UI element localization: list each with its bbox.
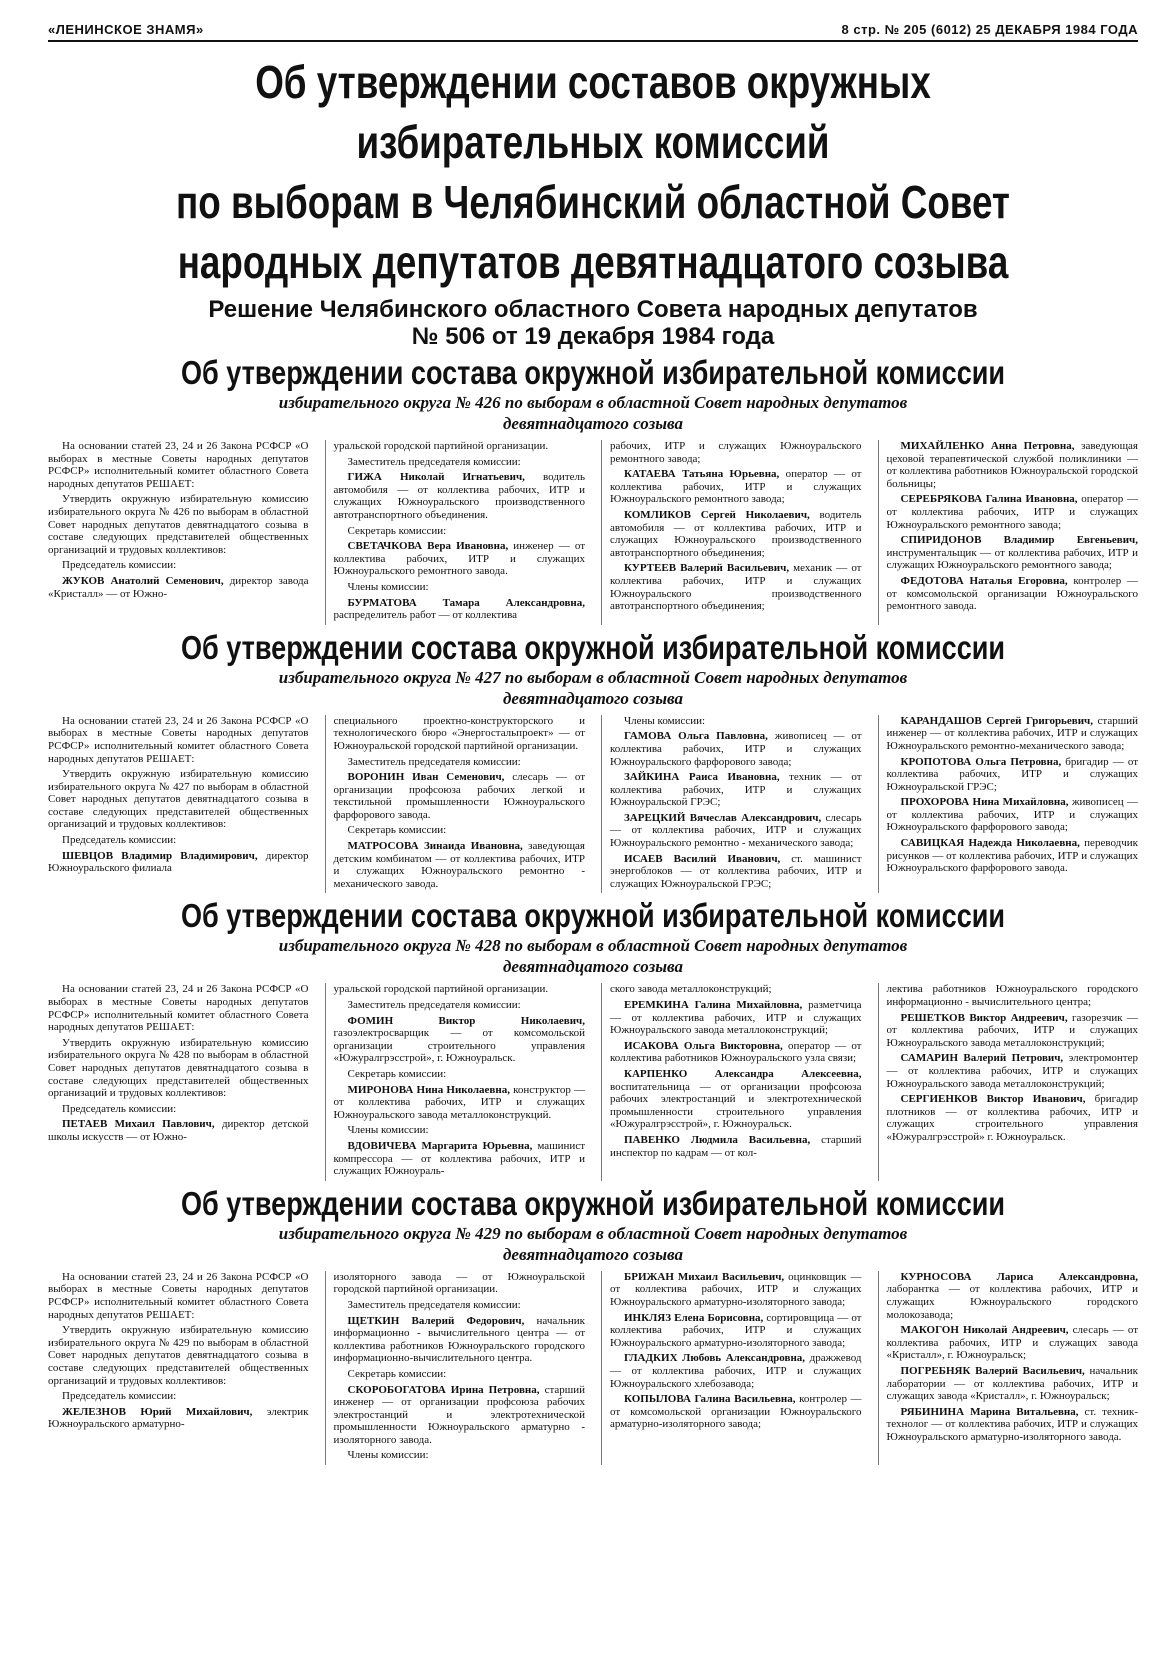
member-desc: начальник информационно - вычислительного центра — от коллектива работников Южноуральского городского информационно-вычислительного центра.: [333, 1314, 586, 1365]
member-desc: ст. машинист энергоблоков — от коллектива рабочих, ИТР и служащих Южноуральской ГРЭС;: [610, 852, 862, 890]
column-4: [878, 983, 1139, 1180]
continued-text: ского завода металлоконструкций;: [610, 983, 772, 996]
member-name: ЗАРЕЦКИЙ Вячеслав Александрович,: [624, 811, 822, 824]
role-label: Председатель комиссии:: [62, 1390, 177, 1403]
member-desc: слесарь — от коллектива рабочих, ИТР и служащих завода «Кристалл», г. Южноуральск;: [886, 1324, 1138, 1362]
member-name: ГЛАДКИХ Любовь Александровна,: [624, 1352, 806, 1365]
member-name: ПАВЕНКО Людмила Васильевна,: [624, 1133, 811, 1146]
main-headline-line1: Об утверждении составов окружных избирательных комиссий: [255, 56, 931, 168]
role-label: Председатель комиссии:: [62, 1102, 177, 1115]
member-desc: директор Южноуральского филиала: [48, 849, 309, 875]
member-name: МАКОГОН Николай Андреевич,: [900, 1324, 1069, 1337]
decision-line2: № 506 от 19 декабря 1984 года: [411, 323, 775, 350]
role-label: Заместитель председателя комиссии:: [347, 755, 521, 768]
member-desc: инструментальщик — от коллектива рабочих, ИТР и служащих Южноуральского ремонтного завода;: [886, 546, 1138, 572]
member-name: МИХАЙЛЕНКО Анна Петровна,: [900, 440, 1075, 452]
section-columns: [48, 983, 1138, 1180]
member-desc: оцинковщик — от коллектива рабочих, ИТР и служащих Южноуральского арматурно-изоляторного завода;: [610, 1270, 862, 1308]
member-name: ЩЕТКИН Валерий Федорович,: [347, 1314, 525, 1327]
member-desc: машинист компрессора — от коллектива рабочих, ИТР и служащих Южноураль-: [333, 1139, 586, 1178]
continued-text: лектива работников Южноуральского городского информационно - вычислительного центра;: [886, 983, 1138, 1009]
section-district-426: [48, 354, 1138, 625]
member-name: МИРОНОВА Нина Николаевна,: [347, 1083, 510, 1096]
continued-text: рабочих, ИТР и служащих Южноуральского ремонтного завода;: [610, 440, 862, 465]
member-name: ПОГРЕБНЯК Валерий Васильевич,: [900, 1364, 1085, 1377]
column-4: [878, 440, 1139, 625]
member-desc: живописец — от коллектива рабочих, ИТР и служащих Южноуральского фарфорового завода;: [610, 730, 862, 768]
member-name: ФЕДОТОВА Наталья Егоровна,: [900, 574, 1068, 587]
column-1: [48, 440, 309, 625]
member-name: ИСАЕВ Василий Иванович,: [624, 852, 781, 865]
column-3: [601, 1271, 862, 1465]
decision-heading: [48, 296, 1138, 350]
continued-text: уральской городской партийной организации.: [333, 440, 549, 452]
resolution: Утвердить окружную избирательную комиссию избирательного округа № 428 по выборам в областной Совет народных депутатов девятнадцатого созыва в составе следующих представителей общественных организаций и трудовых коллективов:: [48, 1036, 309, 1100]
section-subtitle-line2: девятнадцатого созыва: [503, 414, 683, 433]
section-subtitle-line1: избирательного округа № 427 по выборам в областной Совет народных депутатов: [278, 667, 908, 687]
member-name: ГИЖА Николай Игнатьевич,: [347, 471, 525, 484]
column-2: [325, 440, 586, 625]
member-desc: слесарь — от коллектива рабочих, ИТР и служащих Южноуральского ремонтно - механического завода;: [610, 811, 862, 850]
member-desc: старший инспектор по кадрам — от кол-: [610, 1133, 862, 1159]
section-columns: [48, 1271, 1138, 1465]
role-label: Члены комиссии:: [347, 1449, 429, 1462]
member-name: СКОРОБОГАТОВА Ирина Петровна,: [347, 1383, 540, 1396]
preamble: На основании статей 23, 24 и 26 Закона РСФСР «О выборах в местные Советы народных депутатов РСФСР» исполнительный комитет областного Совета народных депутатов РЕШАЕТ:: [48, 983, 309, 1034]
column-1: [48, 715, 309, 894]
continued-text: уральской городской партийной организации.: [333, 983, 549, 996]
member-name: ПЕТАЕВ Михаил Павлович,: [62, 1118, 215, 1131]
preamble: На основании статей 23, 24 и 26 Закона РСФСР «О выборах в местные Советы народных депутатов РСФСР» исполнительный комитет областного Совета народных депутатов РЕШАЕТ:: [48, 714, 309, 765]
section-title: Об утверждении состава окружной избирательной комиссии: [180, 628, 1006, 666]
resolution: Утвердить окружную избирательную комиссию избирательного округа № 426 по выборам в областной Совет народных депутатов девятнадцатого созыва в составе следующих представителей общественных организаций и трудовых коллективов:: [48, 493, 309, 556]
member-desc: разметчица — от коллектива рабочих, ИТР и служащих Южноуральского завода металлоконструкций;: [610, 999, 862, 1037]
member-desc: техник — от коллектива рабочих, ИТР и служащих Южноуральской ГРЭС;: [610, 771, 862, 809]
member-desc: воспитательница — от организации профсоюза рабочих электростанций и электротехнической промышленности строительного управления «Южуралгрэсстрой», г. Южноуральск.: [610, 1080, 862, 1131]
member-desc: старший инженер — от коллектива рабочих, ИТР и служащих Южноуральского ремонтно-механического завода;: [886, 714, 1138, 752]
section-title: Об утверждении состава окружной избирательной комиссии: [180, 897, 1006, 935]
member-name: РЕШЕТКОВ Виктор Андреевич,: [900, 1011, 1068, 1024]
member-name: РЯБИНИНА Марина Витальевна,: [900, 1405, 1079, 1418]
member-desc: лаборантка — от коллектива рабочих, ИТР и служащих Южноуральского городского молокозавода;: [886, 1283, 1138, 1321]
member-desc: бригадир — от коллектива рабочих, ИТР и служащих Южноуральской ГРЭС;: [886, 755, 1138, 793]
section-subtitle-line2: девятнадцатого созыва: [503, 688, 683, 708]
member-desc: электрик Южноуральского арматурно-: [48, 1405, 309, 1431]
continued-text: изоляторного завода — от Южноуральской городской партийной организации.: [333, 1270, 585, 1296]
role-label: Заместитель председателя комиссии:: [347, 1298, 521, 1311]
member-name: БУРМАТОВА Тамара Александровна,: [347, 596, 585, 609]
column-2: [325, 983, 586, 1180]
role-label: Члены комиссии:: [624, 714, 706, 727]
section-district-428: [48, 897, 1138, 1180]
column-3: [601, 440, 862, 625]
member-desc: оператор — от коллектива рабочих, ИТР и служащих Южноуральского ремонтного завода;: [886, 493, 1139, 531]
section-subtitle-line2: девятнадцатого созыва: [503, 957, 683, 977]
member-desc: конструктор — от коллектива рабочих, ИТР и служащих Южноуральского завода металлоконструкций.: [333, 1083, 586, 1121]
member-name: КУРНОСОВА Лариса Александровна,: [900, 1270, 1138, 1283]
column-4: [878, 715, 1139, 894]
member-desc: старший инженер — от организации профсоюза рабочих электростанций и электротехнической промышленности Южноуральского арматурно - изоляторного завода.: [333, 1383, 586, 1446]
section-columns: [48, 715, 1138, 894]
section-subtitle-line2: девятнадцатого созыва: [503, 1244, 683, 1264]
member-name: КОМЛИКОВ Сергей Николаевич,: [624, 508, 810, 521]
main-headline-line2: по выборам в Челябинский областной Совет: [176, 176, 1010, 228]
member-desc: водитель автомобиля — от коллектива рабочих, ИТР и служащих Южноуральского производственного автотранспортного объединения.: [333, 471, 586, 521]
main-headline: [157, 52, 1029, 292]
column-4: [878, 1271, 1139, 1465]
member-desc: дражжевод — от коллектива рабочих, ИТР и служащих Южноуральского хлебозавода;: [610, 1352, 862, 1390]
section-subtitle-line1: избирательного округа № 426 по выборам в областной Совет народных депутатов: [278, 393, 908, 412]
member-desc: контролер — от комсомольской организации Южноуральского арматурно-изоляторного завода;: [610, 1393, 862, 1431]
member-desc: переводчик рисунков — от коллектива рабочих, ИТР и служащих Южноуральского фарфорового завода.: [886, 837, 1138, 875]
member-desc: оператор — от коллектива работников Южноуральского узла связи;: [610, 1039, 862, 1065]
main-headline-line3: народных депутатов девятнадцатого созыва: [177, 236, 1009, 288]
member-name: СЕРЕБРЯКОВА Галина Ивановна,: [900, 493, 1078, 506]
role-label: Секретарь комиссии:: [347, 524, 447, 537]
role-label: Секретарь комиссии:: [347, 1367, 447, 1380]
section-title: Об утверждении состава окружной избирательной комиссии: [180, 354, 1006, 391]
member-desc: ст. техник-технолог — от коллектива рабочих, ИТР и служащих Южноуральского арматурно-изоляторного завода.: [886, 1405, 1138, 1443]
column-2: [325, 1271, 586, 1465]
member-desc: оператор — от коллектива рабочих, ИТР и служащих Южноуральского ремонтного завода;: [610, 468, 862, 506]
column-2: [325, 715, 586, 894]
role-label: Председатель комиссии:: [62, 559, 177, 572]
member-name: СЕРГИЕНКОВ Виктор Иванович,: [900, 1093, 1086, 1106]
column-1: [48, 983, 309, 1180]
member-desc: контролер — от комсомольской организации Южноуральского ремонтного завода.: [886, 574, 1138, 613]
section-title: Об утверждении состава окружной избирательной комиссии: [180, 1184, 1006, 1222]
member-name: ЖЕЛЕЗНОВ Юрий Михайлович,: [62, 1405, 253, 1418]
member-name: БРИЖАН Михаил Васильевич,: [624, 1270, 785, 1283]
member-name: ВДОВИЧЕВА Маргарита Юрьевна,: [347, 1139, 533, 1152]
member-desc: слесарь — от организации профсоюза рабочих легкой и текстильной промышленности Южноуральского фарфорового завода.: [333, 771, 585, 821]
section-subtitle-line1: избирательного округа № 429 по выборам в областной Совет народных депутатов: [278, 1223, 908, 1243]
section-subtitle-line1: избирательного округа № 428 по выборам в областной Совет народных депутатов: [278, 936, 908, 956]
continued-text: специального проектно-конструкторского и технологического бюро «Энергостальпроект» — от Южноуральской городской партийной организации.: [333, 714, 585, 752]
section-subtitle: [48, 935, 1138, 977]
member-name: СПИРИДОНОВ Владимир Евгеньевич,: [900, 534, 1138, 547]
column-3: [601, 715, 862, 894]
member-desc: бригадир плотников — от коллектива рабочих, ИТР и служащих строительного управления «Южуралгрэсстрой» г. Южноуральск.: [886, 1093, 1139, 1143]
column-1: [48, 1271, 309, 1465]
member-desc: газоэлектросварщик — от комсомольской организации строительного управления «Южуралгрэсстрой», г. Южноуральск.: [333, 1027, 585, 1065]
member-name: ФОМИН Виктор Николаевич,: [347, 1014, 585, 1027]
member-desc: сортировщица — от коллектива рабочих, ИТР и служащих Южноуральского арматурно-изоляторного завода;: [610, 1311, 862, 1349]
member-name: ИНКЛЯЗ Елена Борисовна,: [624, 1311, 764, 1324]
section-subtitle: [48, 667, 1138, 709]
preamble: На основании статей 23, 24 и 26 Закона РСФСР «О выборах в местные Советы народных депутатов РСФСР» исполнительный комитет областного Совета народных депутатов РЕШАЕТ:: [48, 440, 309, 490]
member-name: ИСАКОВА Ольга Викторовна,: [624, 1039, 783, 1052]
member-desc: директор детской школы искусств — от Южно-: [48, 1118, 309, 1143]
member-name: ШЕВЦОВ Владимир Владимирович,: [62, 849, 258, 862]
section-columns: [48, 440, 1138, 625]
member-name: ЖУКОВ Анатолий Семенович,: [62, 574, 224, 587]
role-label: Члены комиссии:: [347, 580, 429, 593]
member-desc: заведующая детским комбинатом — от коллектива рабочих, ИТР и служащих Южноуральского ремонтно - механического завода.: [333, 840, 585, 890]
member-name: ВОРОНИН Иван Семенович,: [347, 771, 505, 784]
member-name: САМАРИН Валерий Петрович,: [900, 1052, 1064, 1065]
member-desc: электромонтер — от коллектива рабочих, ИТР и служащих Южноуральского завода металлоконструкций;: [886, 1052, 1138, 1090]
member-name: МАТРОСОВА Зинаида Ивановна,: [347, 840, 523, 853]
member-desc: директор завода «Кристалл» — от Южно-: [48, 574, 309, 600]
section-district-429: [48, 1185, 1138, 1465]
issue-info: 8 стр. № 205 (6012) 25 ДЕКАБРЯ 1984 ГОДА: [841, 22, 1138, 37]
member-name: КАРПЕНКО Александра Алексеевна,: [624, 1068, 862, 1080]
member-name: САВИЦКАЯ Надежда Николаевна,: [900, 837, 1080, 850]
member-desc: заведующая цеховой терапевтической службой поликлиники — от коллектива работников Южноуральской городской больницы;: [886, 440, 1138, 490]
member-name: КАТАЕВА Татьяна Юрьевна,: [624, 468, 780, 481]
member-name: ПРОХОРОВА Нина Михайловна,: [900, 796, 1069, 809]
section-subtitle: [48, 392, 1138, 434]
member-desc: механик — от коллектива рабочих, ИТР и служащих Южноуральского производственного автотранспортного объединения;: [610, 562, 862, 613]
decision-line1: Решение Челябинского областного Совета народных депутатов: [208, 296, 978, 323]
role-label: Члены комиссии:: [347, 1124, 429, 1137]
masthead: [48, 22, 1138, 42]
member-desc: газорезчик — от коллектива рабочих, ИТР и служащих Южноуральского завода металлоконструкций;: [886, 1011, 1138, 1049]
member-name: ЗАЙКИНА Раиса Ивановна,: [624, 771, 780, 784]
role-label: Заместитель председателя комиссии:: [347, 455, 521, 468]
member-name: КУРТЕЕВ Валерий Васильевич,: [624, 562, 790, 575]
member-desc: водитель автомобиля — от коллектива рабочих, ИТР и служащих Южноуральского производственного автотранспортного объединения;: [610, 508, 862, 559]
member-desc: инженер — от коллектива рабочих, ИТР и служащих Южноуральского ремонтного завода.: [333, 540, 586, 578]
member-name: СВЕТАЧКОВА Вера Ивановна,: [347, 540, 509, 553]
member-name: ЕРЕМКИНА Галина Михайловна,: [624, 999, 803, 1012]
member-name: КАРАНДАШОВ Сергей Григорьевич,: [900, 714, 1093, 727]
member-desc: распределитель работ — от коллектива: [333, 609, 518, 622]
member-name: КРОПОТОВА Ольга Петровна,: [900, 755, 1062, 768]
preamble: На основании статей 23, 24 и 26 Закона РСФСР «О выборах в местные Советы народных депутатов РСФСР» исполнительный комитет областного Совета народных депутатов РЕШАЕТ:: [48, 1270, 309, 1321]
section-subtitle: [48, 1223, 1138, 1265]
resolution: Утвердить окружную избирательную комиссию избирательного округа № 429 по выборам в областной Совет народных депутатов девятнадцатого созыва в составе следующих представителей общественных организаций и трудовых коллективов:: [48, 1324, 309, 1387]
role-label: Заместитель председателя комиссии:: [347, 999, 521, 1012]
section-district-427: [48, 629, 1138, 894]
member-name: КОПЫЛОВА Галина Васильевна,: [624, 1393, 796, 1406]
member-name: ГАМОВА Ольга Павловна,: [624, 730, 768, 743]
resolution: Утвердить окружную избирательную комиссию избирательного округа № 427 по выборам в областной Совет народных депутатов девятнадцатого созыва в составе следующих представителей общественных организаций и трудовых коллективов:: [48, 768, 309, 831]
member-desc: живописец — от коллектива рабочих, ИТР и служащих Южноуральского фарфорового завода;: [886, 796, 1139, 834]
newspaper-name: «ЛЕНИНСКОЕ ЗНАМЯ»: [48, 22, 204, 37]
column-3: [601, 983, 862, 1180]
role-label: Секретарь комиссии:: [347, 1068, 447, 1080]
member-desc: начальник лаборатории — от коллектива рабочих, ИТР и служащих завода «Кристалл», г. Южноуральск;: [886, 1364, 1139, 1403]
role-label: Секретарь комиссии:: [347, 824, 447, 837]
role-label: Председатель комиссии:: [62, 834, 177, 847]
